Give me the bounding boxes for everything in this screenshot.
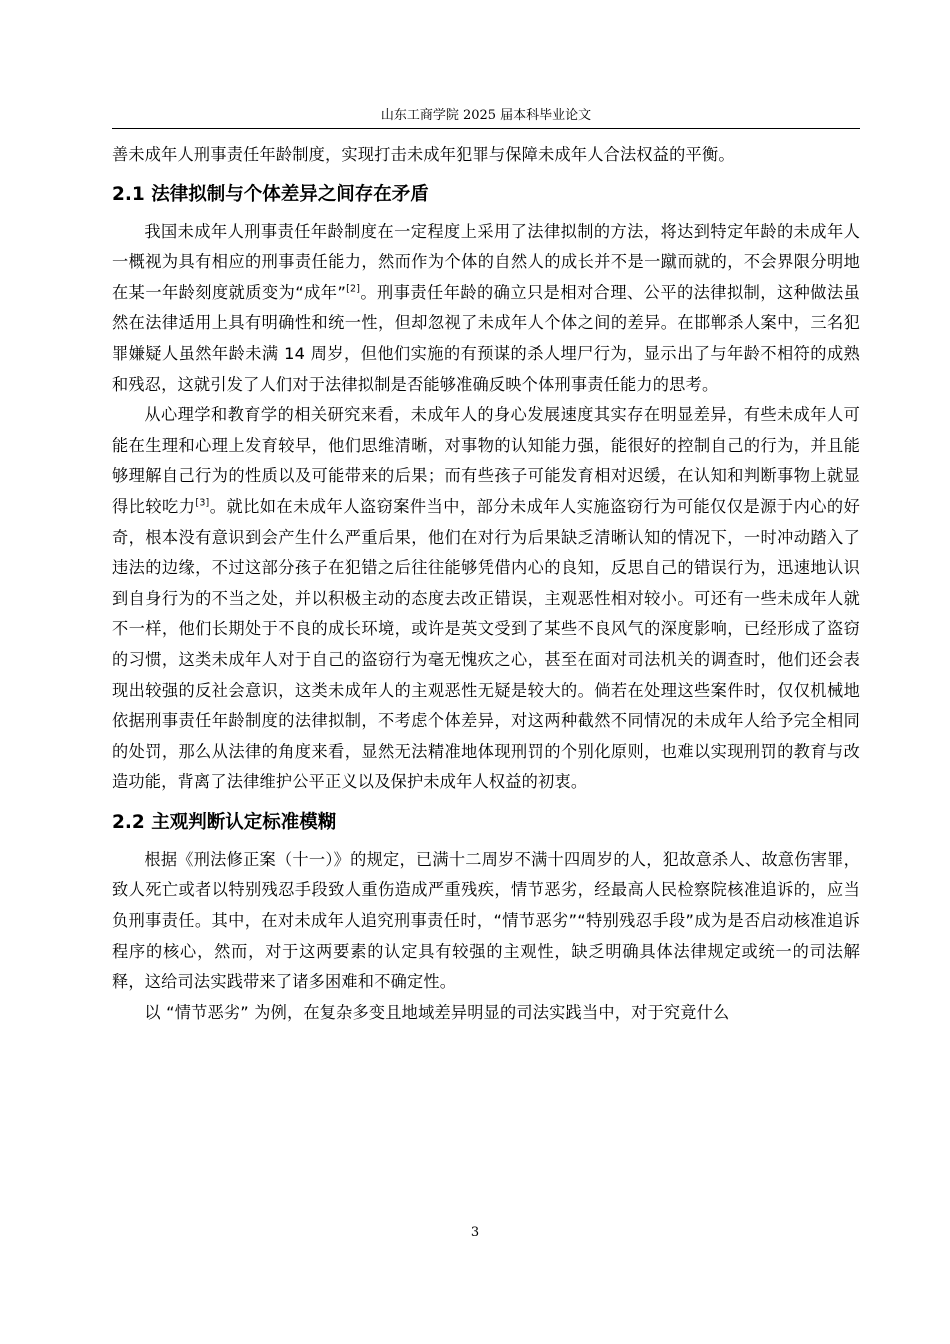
running-header: 山东工商学院 2025 届本科毕业论文: [380, 108, 592, 123]
paragraph-psychology: [112, 400, 860, 798]
paragraph-text: 我国未成年人刑事责任年龄制度在一定程度上采用了法律拟制的方法，将达到特定年龄的未成年人一概视为具有相应的刑事责任能力，然而作为个体的自然人的成长并不是一蹴而就的，不会界限分明地在某一年龄刻度就质变为“成年”: [112, 221, 860, 302]
paragraph-example: 以 “情节恶劣” 为例，在复杂多变且地域差异明显的司法实践当中，对于究竟什么: [144, 1002, 730, 1022]
paragraph-legal-fiction: [112, 217, 860, 401]
page-number: 3: [470, 1225, 480, 1240]
paragraph-text: 。就比如在未成年人盗窃案件当中，部分未成年人实施盗窃行为可能仅仅是源于内心的好奇，根本没有意识到会产生什么严重后果，他们在对行为后果缺乏清晰认知的情况下，一时冲动踏入了违法的边缘，不过这部分孩子在犯错之后往往能够凭借内心的良知，反思自己的错误行为，迅速地认识到自身行为的不当之处，并以积极主动的态度去改正错误，主观恶性相对较小。可还有一些未成年人就不一样，他们长期处于不良的成长环境，或许是英文受到了某些不良风气的深度影响，已经形成了盗窃的习惯，这类未成年人对于自己的盗窃行为毫无愧疚之心，甚至在面对司法机关的调查时，他们还会表现出较强的反社会意识，这类未成年人的主观恶性无疑是较大的。倘若在处理这些案件时，仅仅机械地依据刑事责任年龄制度的法律拟制，不考虑个体差异，对这两种截然不同情况的未成年人给予完全相同的处罚，那么从法律的角度来看，显然无法精准地体现刑罚的个别化原则，也难以实现刑罚的教育与改造功能，背离了法律维护公平正义以及保护未成年人权益的初衷。: [112, 496, 861, 792]
citation-3[interactable]: [3]: [195, 497, 210, 509]
paragraph-continued: 善未成年人刑事责任年龄制度，实现打击未成年犯罪与保障未成年人合法权益的平衡。: [112, 145, 735, 164]
page-body: [112, 140, 860, 1028]
paragraph-amendment: 根据《刑法修正案（十一）》的规定，已满十二周岁不满十四周岁的人，犯故意杀人、故意伤害罪，致人死亡或者以特别残忍手段致人重伤造成严重残疾，情节恶劣，经最高人民检察院核准追诉的，应当负刑事责任。其中，在对未成年人追究刑事责任时，“情节恶劣”“特别残忍手段”成为是否启动核准追诉程序的核心，然而，对于这两要素的认定具有较强的主观性，缺乏明确具体法律规定或统一的司法解释，这给司法实践带来了诸多困难和不确定性。: [112, 849, 860, 992]
header-rule: [112, 128, 860, 129]
citation-2[interactable]: [2]: [346, 283, 361, 295]
section-heading-2-2: 2.2 主观判断认定标准模糊: [112, 811, 337, 833]
paragraph-text: 。刑事责任年龄的确立只是相对合理、公平的法律拟制，这种做法虽然在法律适用上具有明确性和统一性，但却忽视了未成年人个体之间的差异。在邯郸杀人案中，三名犯罪嫌疑人虽然年龄未满 14 周岁，但他们实施的有预谋的杀人埋尸行为，显示出了与年龄不相符的成熟和残忍，这就引发了人们对于法律拟制是否能够准确反映个体刑事责任能力的思考。: [112, 282, 860, 394]
section-heading-2-1: 2.1 法律拟制与个体差异之间存在矛盾: [112, 183, 429, 205]
paragraph-text: 从心理学和教育学的相关研究来看，未成年人的身心发展速度其实存在明显差异，有些未成年人可能在生理和心理上发育较早，他们思维清晰，对事物的认知能力强，能很好的控制自己的行为，并且能够理解自己行为的性质以及可能带来的后果；而有些孩子可能发育相对迟缓，在认知和判断事物上就显得比较吃力: [112, 405, 860, 516]
